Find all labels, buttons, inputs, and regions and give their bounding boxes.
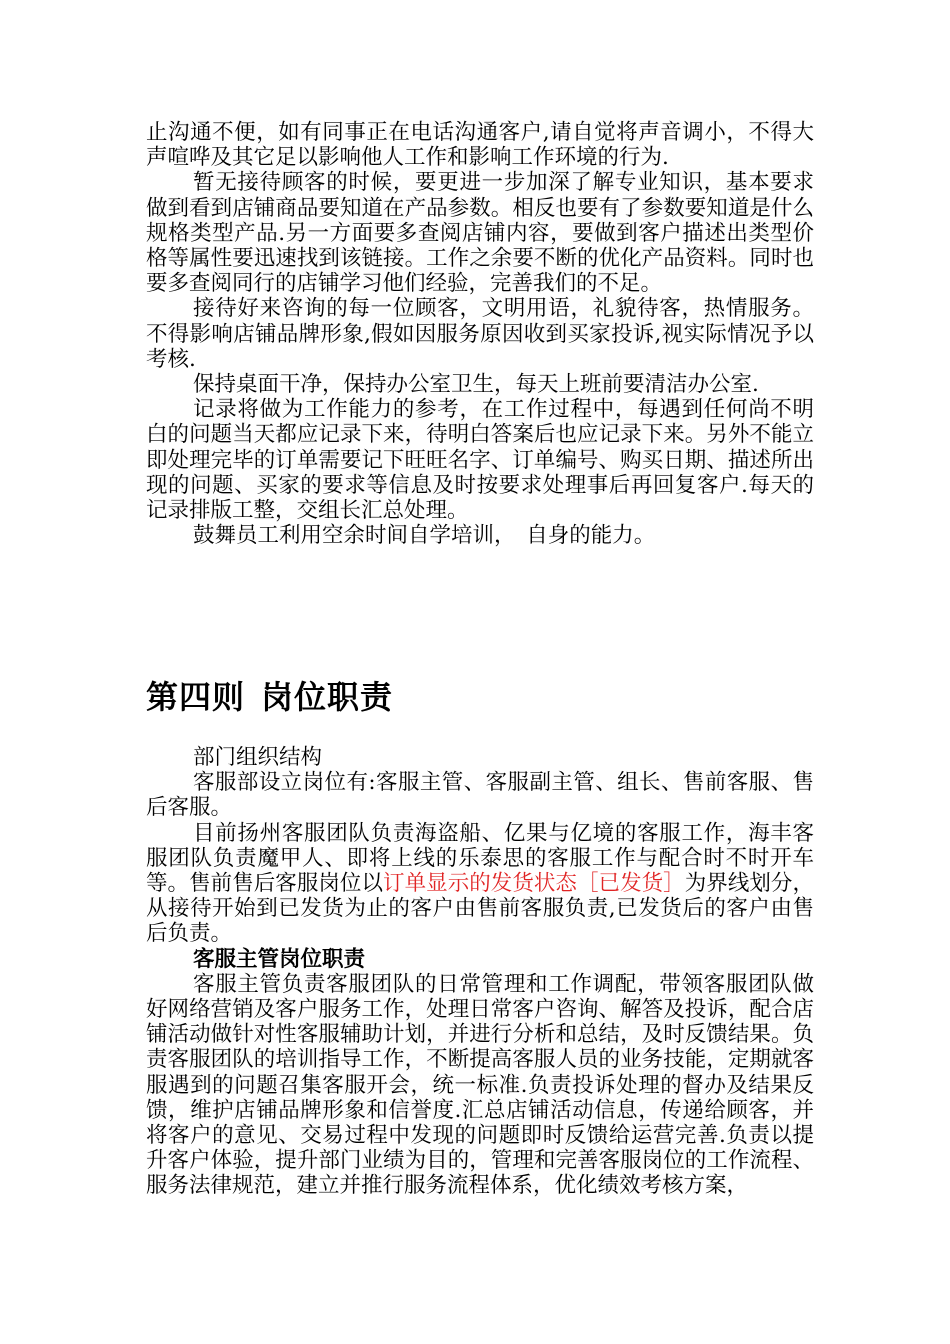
heading-number: 第四则 [146, 678, 246, 716]
paragraph-training: 鼓舞员工利用空余时间自学培训， 自身的能力。 [193, 523, 656, 549]
team-text-before: 目前扬州客服团队负责海盗船、亿果与亿境的客服工作，海丰客服团队负责魔甲人、即将上线的乐泰思的客服工作与配合时不时开车等。售前售后客服岗位以 [146, 820, 814, 897]
supervisor-duties-title: 客服主管岗位职责 [193, 946, 366, 972]
team-text-after: 为界线划分，从接待开始到已发货为止的客户由售前客服负责,已发货后的客户由售后负责。 [146, 871, 814, 947]
paragraph-communication: 止沟通不便，如有同事正在电话沟通客户,请自觉将声音调小，不得大声喧哗及其它足以影响他人工作和影响工作环境的行为. [146, 120, 814, 171]
paragraph-cleanliness: 保持桌面干净，保持办公室卫生，每天上班前要清洁办公室. [193, 372, 759, 398]
paragraph-team-division [146, 821, 814, 947]
bottom-section [146, 745, 814, 1199]
heading-title: 岗位职责 [261, 678, 394, 716]
paragraph-reception: 接待好来咨询的每一位顾客，文明用语，礼貌待客，热情服务。不得影响店铺品牌形象,假如因服务原因收到买家投诉,视实际情况予以考核. [146, 296, 814, 372]
paragraph-records: 记录将做为工作能力的参考，在工作过程中，每遇到任何尚不明白的问题当天都应记录下来，待明白答案后也应记录下来。另外不能立即处理完毕的订单需要记下旺旺名字、订单编号、购买日期、描述所出现的问题、买家的要求等信息及时按要求处理事后再回复客户.每天的记录排版工整，交组长汇总处理。 [146, 397, 814, 524]
top-section [146, 120, 814, 548]
paragraph-product-knowledge: 暂无接待顾客的时候，要更进一步加深了解专业知识，基本要求做到看到店铺商品要知道在产品参数。相反也要有了参数要知道是什么规格类型产品.另一方面要多查阅店铺内容，要做到客户描述出类型价格等属性要迅速找到该链接。工作之余要不断的优化产品资料。同时也要多查阅同行的店铺学习他们经验，完善我们的不足。 [146, 170, 814, 297]
section-heading [146, 675, 393, 719]
paragraph-supervisor-duties: 客服主管负责客服团队的日常管理和工作调配，带领客服团队做好网络营销及客户服务工作，处理日常客户咨询、解答及投诉，配合店铺活动做针对性客服辅助计划，并进行分析和总结，及时反馈结果。负责客服团队的培训指导工作，不断提高客服人员的业务技能，定期就客服遇到的问题召集客服开会，统一标准.负责投诉处理的督办及结果反馈，维护店铺品牌形象和信誉度.汇总店铺活动信息，传递给顾客，并将客户的意见、交易过程中发现的问题即时反馈给运营完善.负责以提升客户体验，提升部门业绩为目的，管理和完善客服岗位的工作流程、服务法律规范，建立并推行服务流程体系，优化绩效考核方案， [146, 971, 814, 1199]
paragraph-positions: 客服部设立岗位有:客服主管、客服副主管、组长、售前客服、售后客服。 [146, 770, 814, 821]
shipping-status-highlight: 订单显示的发货状态［已发货］ [383, 871, 685, 897]
org-structure-title: 部门组织结构 [193, 745, 323, 770]
